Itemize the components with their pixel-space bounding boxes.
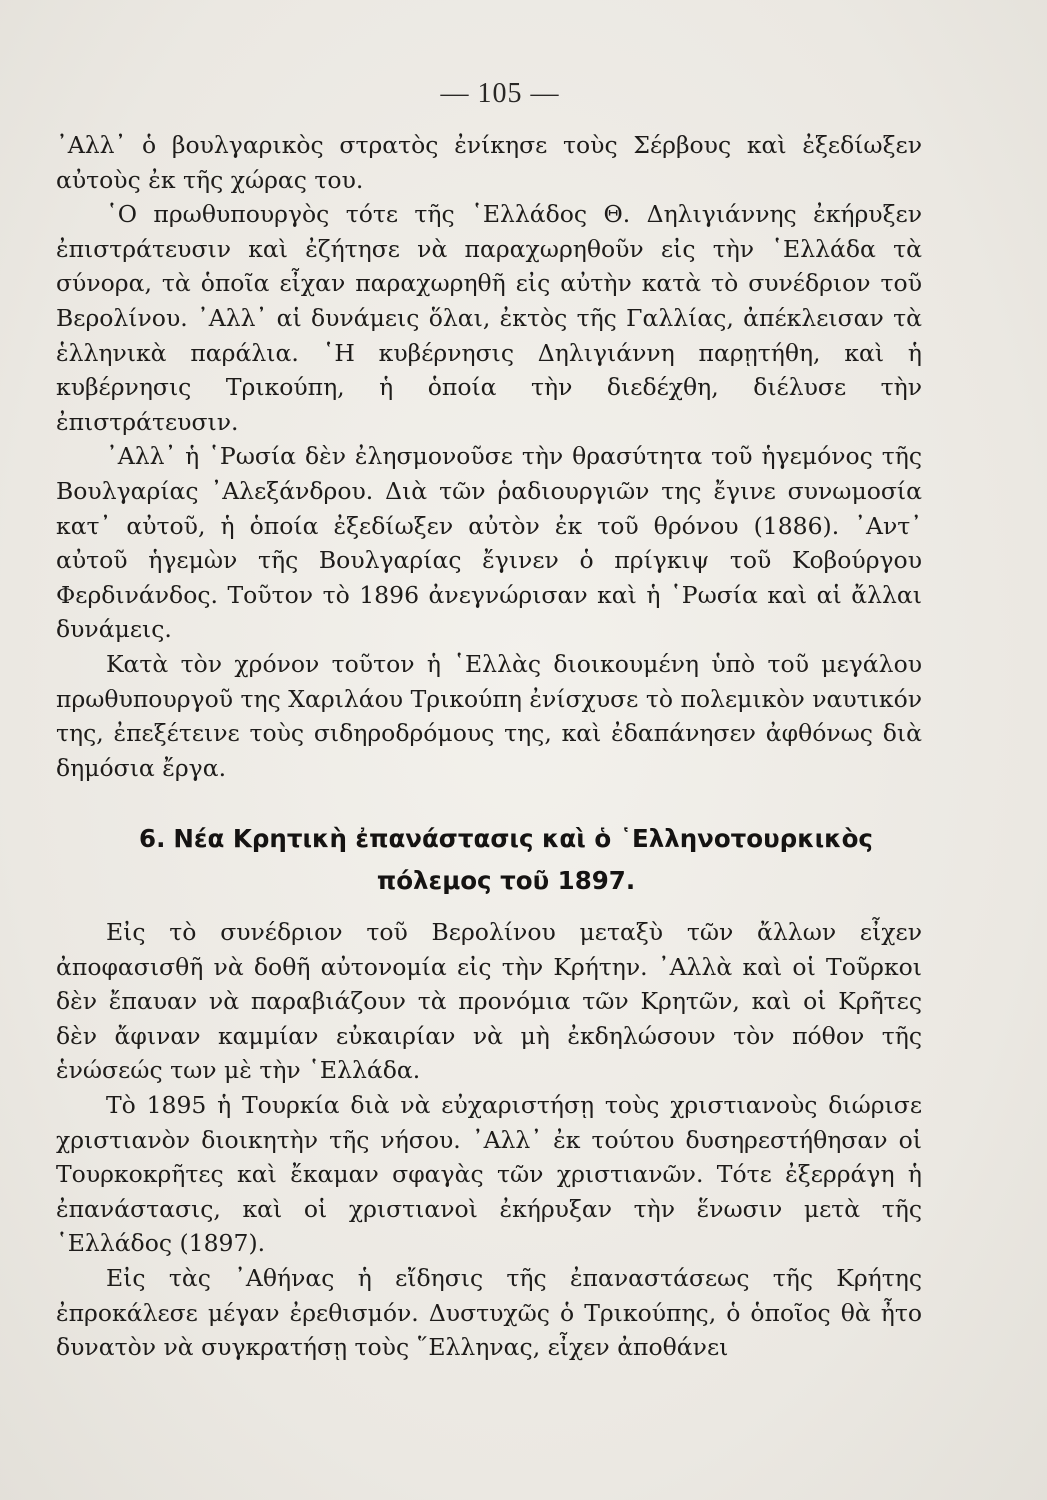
paragraph-5: Εἰς τὸ συνέδριον τοῦ Βερολίνου μεταξὺ τῶν ἄλλων εἶχεν ἀποφασισθῆ νὰ δοθῆ αὐτονομία εἰς τὴν Κρήτην. ᾿Αλλὰ καὶ οἱ Τοῦρκοι δὲν ἔπαυαν νὰ παραβιάζουν τὰ προνόμια τῶν Κρητῶν, καὶ οἱ Κρῆτες δὲν ἄφιναν καμμίαν εὐκαιρίαν νὰ μὴ ἐκδηλώσουν τὸν πόθον τῆς ἑνώσεώς των μὲ τὴν ῾Ελλάδα.	[56, 918, 922, 1085]
section-number: 6.	[139, 824, 166, 853]
section-heading	[56, 818, 956, 902]
section-title-part-2: πόλεμος τοῦ 1897.	[376, 866, 636, 895]
section-text-upper	[56, 128, 922, 785]
paragraph-6: Τὸ 1895 ἡ Τουρκία διὰ νὰ εὐχαριστήσῃ τοὺς χριστιανοὺς διώρισε χριστιανὸν διοικητὴν τῆς νήσου. ᾿Αλλ᾿ ἐκ τούτου δυσηρεστήθησαν οἱ Τουρκοκρῆτες καὶ ἔκαμαν σφαγὰς τῶν χριστιανῶν. Τότε ἐξερράγη ἡ ἐπανάστασις, καὶ οἱ χριστιανοὶ ἐκήρυξαν τὴν ἕνωσιν μετὰ τῆς ῾Ελλάδος (1897).	[56, 1090, 922, 1258]
paragraph-1: ᾿Αλλ᾿ ὁ βουλγαρικὸς στρατὸς ἐνίκησε τοὺς Σέρβους καὶ ἐξεδίωξεν αὐτοὺς ἐκ τῆς χώρας του.	[56, 131, 922, 194]
section-heading-line-1	[56, 818, 956, 860]
paragraph-2: ῾Ο πρωθυπουργὸς τότε τῆς ῾Ελλάδος Θ. Δηλιγιάννης ἐκήρυξεν ἐπιστράτευσιν καὶ ἐζήτησε νὰ παραχωρηθοῦν εἰς τὴν ῾Ελλάδα τὰ σύνορα, τὰ ὁποῖα εἶχαν παραχωρηθῆ εἰς αὐτὴν κατὰ τὸ συνέδριον τοῦ Βερολίνου. ᾿Αλλ᾿ αἱ δυνάμεις ὅλαι, ἐκτὸς τῆς Γαλλίας, ἀπέκλεισαν τὰ ἑλληνικὰ παράλια. ῾Η κυβέρνησις Δηλιγιάννη παρῃτήθη, καὶ ἡ κυβέρνησις Τρικούπη, ἡ ὁποία τὴν διεδέχθη, διέλυσε τὴν ἐπιστράτευσιν.	[56, 200, 922, 436]
section-text-lower	[56, 915, 922, 1365]
section-title-part-1: Νέα Κρητικὴ ἐπανάστασις καὶ ὁ ῾Ελληνοτουρκικὸς	[173, 824, 873, 853]
page-number: — 105 —	[440, 78, 560, 109]
paragraph-4: Κατὰ τὸν χρόνον τοῦτον ἡ ῾Ελλὰς διοικουμένη ὑπὸ τοῦ μεγάλου πρωθυπουργοῦ της Χαριλάου Τρικούπη ἐνίσχυσε τὸ πολεμικὸν ναυτικόν της, ἐπεξέτεινε τοὺς σιδηροδρόμους της, καὶ ἐδαπάνησεν ἀφθόνως διὰ δημόσια ἔργα.	[56, 649, 922, 782]
paragraph-7: Εἰς τὰς ᾿Αθήνας ἡ εἴδησις τῆς ἐπαναστάσεως τῆς Κρήτης ἐπροκάλεσε μέγαν ἐρεθισμόν. Δυστυχῶς ὁ Τρικούπης, ὁ ὁποῖος θὰ ἦτο δυνατὸν νὰ συγκρατήσῃ τοὺς ῞Ελληνας, εἶχεν ἀποθάνει	[56, 1263, 922, 1362]
paragraph-3: ᾿Αλλ᾿ ἡ ῾Ρωσία δὲν ἐλησμονοῦσε τὴν θρασύτητα τοῦ ἡγεμόνος τῆς Βουλγαρίας ᾿Αλεξάνδρου. Διὰ τῶν ῥαδιουργιῶν της ἔγινε συνωμοσία κατ᾿ αὐτοῦ, ἡ ὁποία ἐξεδίωξεν αὐτὸν ἐκ τοῦ θρόνου (1886). ᾿Αντ᾿ αὐτοῦ ἡγεμὼν τῆς Βουλγαρίας ἔγινεν ὁ πρίγκιψ τοῦ Κοβούργου Φερδινάνδος. Τοῦτον τὸ 1896 ἀνεγνώρισαν καὶ ἡ ῾Ρωσία καὶ αἱ ἄλλαι δυνάμεις.	[56, 442, 922, 644]
